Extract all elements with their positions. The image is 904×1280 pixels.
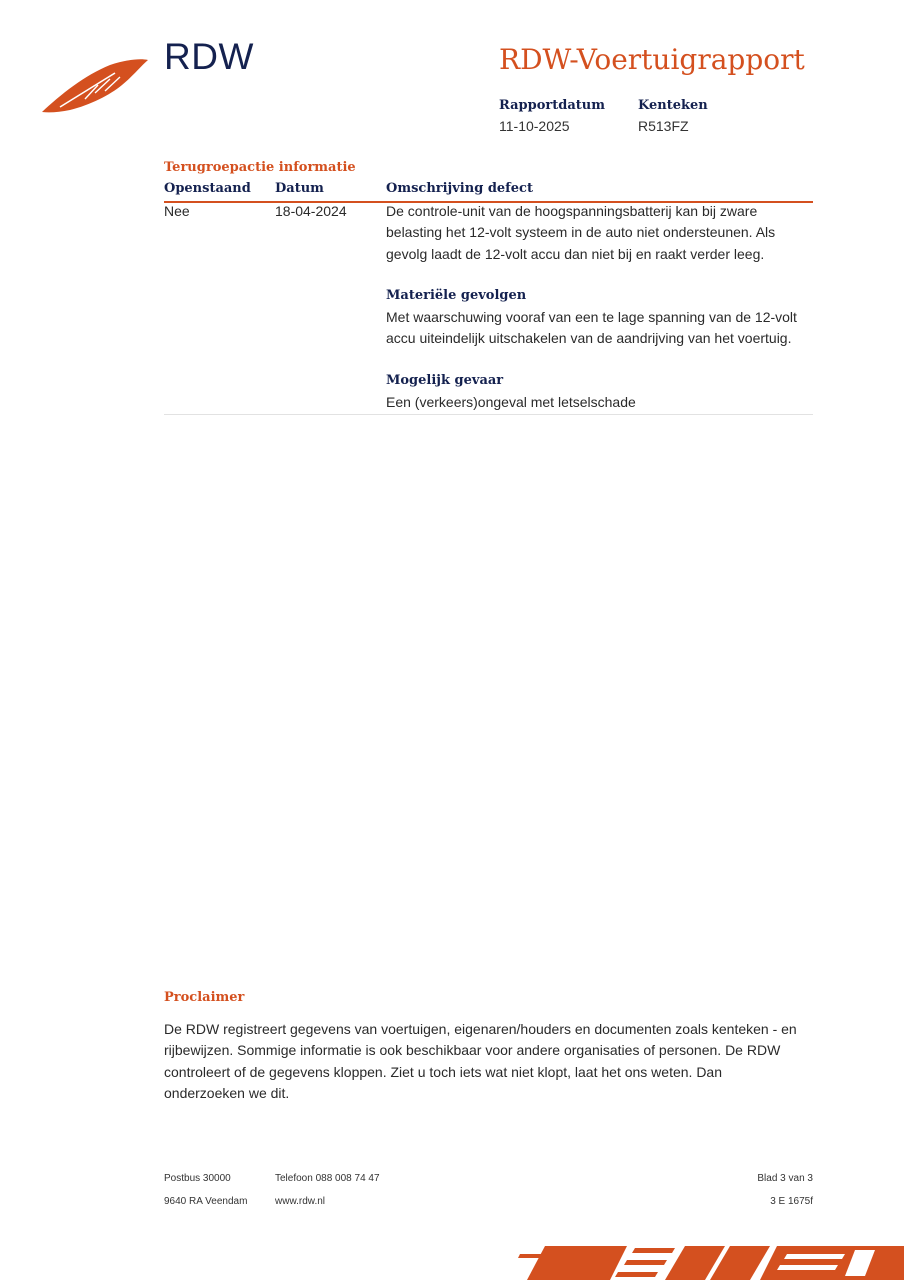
proclaimer-title: Proclaimer xyxy=(164,990,245,1005)
plate-label: Kenteken xyxy=(638,98,708,113)
column-header-date: Datum xyxy=(275,181,324,196)
report-title: RDW-Voertuigrapport xyxy=(499,43,805,76)
report-date-value: 11-10-2025 xyxy=(499,118,570,134)
column-header-description: Omschrijving defect xyxy=(386,181,533,196)
table-row-divider xyxy=(164,414,813,415)
footer-postcode: 9640 RA Veendam xyxy=(164,1196,248,1207)
report-date-label: Rapportdatum xyxy=(499,98,605,113)
plate-value: R513FZ xyxy=(638,118,689,134)
footer-page-number: Blad 3 van 3 xyxy=(757,1173,813,1184)
consequences-label: Materiële gevolgen xyxy=(386,288,527,303)
rdw-feather-logo-icon xyxy=(40,55,150,117)
proclaimer-text: De RDW registreert gegevens van voertuigen, eigenaren/houders en documenten zoals kenteken - en rijbewijzen. Sommige informatie is ook beschikbaar voor andere organisaties of personen. De RDW controleert of de gegevens kloppen. Ziet u toch iets wat niet klopt, laat het ons weten. Dan onderzoeken we dit. xyxy=(164,1021,797,1101)
danger-label: Mogelijk gevaar xyxy=(386,373,504,388)
recall-open-value: Nee xyxy=(164,203,190,219)
consequences-text: Met waarschuwing vooraf van een te lage spanning van de 12-volt accu uiteindelijk uitschakelen van de aandrijving van het voertuig. xyxy=(386,309,797,347)
footer-phone: Telefoon 088 008 74 47 xyxy=(275,1173,380,1184)
column-header-open: Openstaand xyxy=(164,181,251,196)
footer-postbus: Postbus 30000 xyxy=(164,1173,231,1184)
footer-website[interactable]: www.rdw.nl xyxy=(275,1196,326,1207)
recall-section-title: Terugroepactie informatie xyxy=(164,160,356,175)
recall-description: De controle-unit van de hoogspanningsbatterij kan bij zware belasting het 12-volt systeem in de auto niet ondersteunen. Als gevolg laadt de 12-volt accu dan niet bij en raakt verder leeg. xyxy=(386,203,776,262)
brand-name: RDW xyxy=(164,36,254,77)
danger-text: Een (verkeers)ongeval met letselschade xyxy=(386,394,636,410)
footer-document-code: 3 E 1675f xyxy=(770,1196,813,1207)
decorative-stripes-icon xyxy=(515,1240,904,1280)
recall-date-value: 18-04-2024 xyxy=(275,203,347,219)
